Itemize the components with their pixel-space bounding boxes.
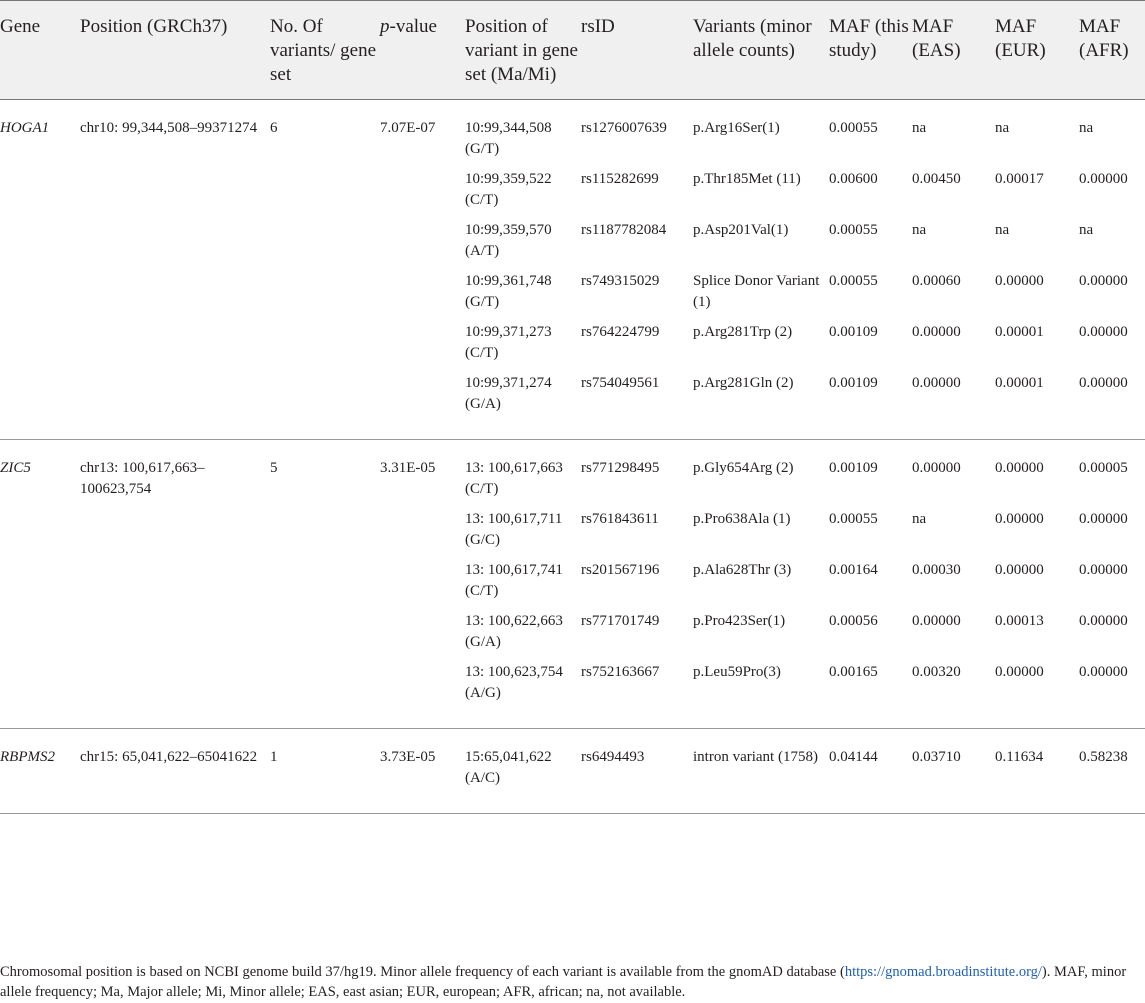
maf-eas-cell: 0.03710 — [912, 729, 995, 814]
maf-eur-cell: 0.00000 — [995, 662, 1079, 729]
maf-eur-cell: 0.00000 — [995, 460, 1044, 476]
pvalue-cell — [380, 611, 465, 662]
rsid-cell: rs749315029 — [581, 273, 660, 289]
pvalue-cell — [380, 220, 465, 271]
maf-eur-cell: 0.00001 — [995, 324, 1044, 340]
pvalue-cell: 3.73E-05 — [380, 729, 465, 814]
gene-cell — [0, 560, 80, 611]
pvalue-cell — [380, 271, 465, 322]
position-cell: chr15: 65,041,622–65041622 — [80, 729, 270, 814]
maf-afr-cell: 0.00000 — [1079, 511, 1128, 527]
maf-afr-cell: 0.58238 — [1079, 729, 1145, 814]
maf-study-cell: 0.00165 — [829, 662, 912, 729]
num-variants-cell: 5 — [270, 460, 278, 476]
variant-position-cell: 13: 100,622,663 (G/A) — [465, 613, 563, 650]
num-variants-cell — [270, 271, 380, 322]
table-row — [0, 662, 1145, 729]
maf-study-cell: 0.04144 — [829, 729, 912, 814]
header-row — [0, 1, 1145, 100]
maf-eur-cell: na — [995, 222, 1010, 238]
maf-eur-cell: 0.00013 — [995, 613, 1044, 629]
variant-cell: p.Arg281Trp (2) — [693, 324, 793, 340]
maf-eas-cell: 0.00060 — [912, 273, 961, 289]
table-row — [0, 373, 1145, 440]
rsid-cell: rs771298495 — [581, 460, 660, 476]
position-cell — [80, 662, 270, 729]
num-variants-cell — [270, 322, 380, 373]
variant-cell: Splice Donor Variant (1) — [693, 273, 820, 310]
table-row — [0, 560, 1145, 611]
maf-eas-cell: 0.00000 — [912, 613, 961, 629]
rsid-cell: rs115282699 — [581, 171, 659, 187]
variant-cell: p.Pro423Ser(1) — [693, 613, 786, 629]
position-cell — [80, 509, 270, 560]
num-variants-cell — [270, 373, 380, 440]
position-cell: chr10: 99,344,508–99371274 — [80, 120, 258, 136]
maf-eur-cell: na — [995, 120, 1010, 136]
variant-position-cell: 10:99,344,508 (G/T) — [465, 120, 552, 157]
maf-afr-cell: 0.00000 — [1079, 273, 1128, 289]
variant-position-cell: 10:99,359,570 (A/T) — [465, 222, 552, 259]
maf-eur-cell: 0.00001 — [995, 373, 1079, 440]
num-variants-cell — [270, 560, 380, 611]
maf-study-cell: 0.00109 — [829, 373, 912, 440]
variant-position-cell: 15:65,041,622 (A/C) — [465, 729, 581, 814]
position-cell — [80, 322, 270, 373]
variant-cell: p.Arg16Ser(1) — [693, 120, 780, 136]
pvalue-cell: 7.07E-07 — [380, 120, 436, 136]
maf-eas-cell: 0.00030 — [912, 562, 961, 578]
maf-study-cell: 0.00056 — [829, 613, 878, 629]
gene-cell: ZIC5 — [0, 460, 31, 476]
table-row — [0, 729, 1145, 814]
gene-cell — [0, 220, 80, 271]
variant-position-cell: 10:99,371,273 (C/T) — [465, 324, 552, 361]
rsid-cell: rs771701749 — [581, 613, 660, 629]
rsid-cell: rs201567196 — [581, 562, 660, 578]
variant-position-cell: 10:99,371,274 (G/A) — [465, 373, 581, 440]
table-row — [0, 322, 1145, 373]
variant-cell: p.Pro638Ala (1) — [693, 511, 791, 527]
num-variants-cell — [270, 662, 380, 729]
maf-study-cell: 0.00055 — [829, 273, 878, 289]
num-variants-cell — [270, 611, 380, 662]
maf-eas-cell: na — [912, 222, 927, 238]
variant-position-cell: 10:99,361,748 (G/T) — [465, 273, 552, 310]
header-maf-afr: MAF (AFR) — [1079, 1, 1145, 100]
maf-eur-cell: 0.00000 — [995, 273, 1044, 289]
gnomad-link[interactable]: https://gnomad.broadinstitute.org/ — [844, 964, 1042, 980]
rsid-cell: rs754049561 — [581, 373, 693, 440]
variant-cell: p.Gly654Arg (2) — [693, 460, 794, 476]
footnote-text-end: ). MAF, minor allele frequency; Ma, Major allele; Mi, Minor allele; EAS, east asian; EUR, european; AFR, african; na, not available. — [0, 964, 1127, 1000]
gene-cell: RBPMS2 — [0, 729, 80, 814]
variant-cell: p.Ala628Thr (3) — [693, 562, 792, 578]
maf-study-cell: 0.00109 — [829, 460, 878, 476]
maf-eas-cell: na — [912, 120, 927, 136]
position-cell — [80, 220, 270, 271]
gene-cell: HOGA1 — [0, 120, 50, 136]
gene-cell — [0, 611, 80, 662]
num-variants-cell — [270, 169, 380, 220]
header-rsid: rsID — [581, 1, 693, 100]
rsid-cell: rs752163667 — [581, 662, 693, 729]
maf-eas-cell: 0.00000 — [912, 324, 961, 340]
pvalue-cell: 3.31E-05 — [380, 460, 436, 476]
pvalue-cell — [380, 322, 465, 373]
maf-eas-cell: 0.00320 — [912, 662, 995, 729]
table-row — [0, 611, 1145, 662]
maf-afr-cell: 0.00005 — [1079, 460, 1128, 476]
variant-cell: p.Leu59Pro(3) — [693, 662, 829, 729]
position-cell — [80, 611, 270, 662]
header-maf-study: MAF (this study) — [829, 1, 912, 100]
maf-eas-cell: 0.00450 — [912, 171, 961, 187]
maf-afr-cell: 0.00000 — [1079, 662, 1145, 729]
footnote-text: Chromosomal position is based on NCBI genome build 37/hg19. Minor allele frequency of each variant is available from the gnomAD database ( — [0, 964, 845, 980]
header-num-variants: No. Of variants/ gene set — [270, 1, 380, 100]
maf-afr-cell: na — [1079, 222, 1094, 238]
maf-eas-cell: 0.00000 — [912, 460, 961, 476]
maf-afr-cell: 0.00000 — [1079, 562, 1128, 578]
num-variants-cell: 6 — [270, 120, 278, 136]
maf-afr-cell: 0.00000 — [1079, 613, 1128, 629]
maf-afr-cell: 0.00000 — [1079, 373, 1145, 440]
header-variants: Variants (minor allele counts) — [693, 1, 829, 100]
maf-eur-cell: 0.00000 — [995, 562, 1044, 578]
variant-cell: p.Arg281Gln (2) — [693, 373, 829, 440]
pvalue-cell — [380, 169, 465, 220]
variant-position-cell: 10:99,359,522 (C/T) — [465, 171, 552, 208]
position-cell — [80, 169, 270, 220]
num-variants-cell — [270, 220, 380, 271]
gene-cell — [0, 271, 80, 322]
maf-study-cell: 0.00055 — [829, 120, 878, 136]
gene-cell — [0, 509, 80, 560]
table-row — [0, 271, 1145, 322]
table-body — [0, 100, 1145, 814]
maf-afr-cell: na — [1079, 120, 1094, 136]
rsid-cell: rs761843611 — [581, 511, 659, 527]
table-row — [0, 509, 1145, 560]
table-row — [0, 100, 1145, 170]
maf-eur-cell: 0.00017 — [995, 171, 1044, 187]
rsid-cell: rs1276007639 — [581, 120, 667, 136]
table-row — [0, 169, 1145, 220]
table-row — [0, 220, 1145, 271]
pvalue-cell — [380, 662, 465, 729]
variant-cell: intron variant (1758) — [693, 729, 829, 814]
variant-position-cell: 13: 100,623,754 (A/G) — [465, 662, 581, 729]
gene-cell — [0, 169, 80, 220]
maf-study-cell: 0.00055 — [829, 222, 878, 238]
header-pvalue-p: p — [380, 16, 390, 37]
variant-position-cell: 13: 100,617,663 (C/T) — [465, 460, 563, 497]
variant-cell: p.Thr185Met (11) — [693, 171, 801, 187]
footnote — [0, 962, 1140, 1002]
pvalue-cell — [380, 509, 465, 560]
rsid-cell: rs1187782084 — [581, 222, 667, 238]
header-pvalue-rest: -value — [389, 16, 437, 37]
position-cell — [80, 373, 270, 440]
maf-study-cell: 0.00600 — [829, 171, 878, 187]
header-maf-eur: MAF (EUR) — [995, 1, 1079, 100]
table-row — [0, 440, 1145, 510]
header-position: Position (GRCh37) — [80, 1, 270, 100]
position-cell — [80, 271, 270, 322]
header-variant-position: Position of variant in gene set (Ma/Mi) — [465, 1, 581, 100]
num-variants-cell: 1 — [270, 729, 380, 814]
variant-position-cell: 13: 100,617,711 (G/C) — [465, 511, 563, 548]
gene-cell — [0, 322, 80, 373]
position-cell: chr13: 100,617,663–100623,754 — [80, 460, 205, 497]
maf-eas-cell: na — [912, 511, 927, 527]
header-maf-eas: MAF (EAS) — [912, 1, 995, 100]
maf-study-cell: 0.00164 — [829, 562, 878, 578]
gene-cell — [0, 662, 80, 729]
maf-afr-cell: 0.00000 — [1079, 171, 1128, 187]
maf-eas-cell: 0.00000 — [912, 373, 995, 440]
position-cell — [80, 560, 270, 611]
maf-eur-cell: 0.00000 — [995, 511, 1044, 527]
rsid-cell: rs6494493 — [581, 729, 693, 814]
maf-study-cell: 0.00109 — [829, 324, 878, 340]
maf-study-cell: 0.00055 — [829, 511, 878, 527]
gene-cell — [0, 373, 80, 440]
maf-eur-cell: 0.11634 — [995, 729, 1079, 814]
pvalue-cell — [380, 560, 465, 611]
maf-afr-cell: 0.00000 — [1079, 324, 1128, 340]
pvalue-cell — [380, 373, 465, 440]
variant-cell: p.Asp201Val(1) — [693, 222, 789, 238]
header-gene: Gene — [0, 1, 80, 100]
num-variants-cell — [270, 509, 380, 560]
variant-position-cell: 13: 100,617,741 (C/T) — [465, 562, 563, 599]
rsid-cell: rs764224799 — [581, 324, 660, 340]
header-pvalue — [380, 1, 465, 100]
